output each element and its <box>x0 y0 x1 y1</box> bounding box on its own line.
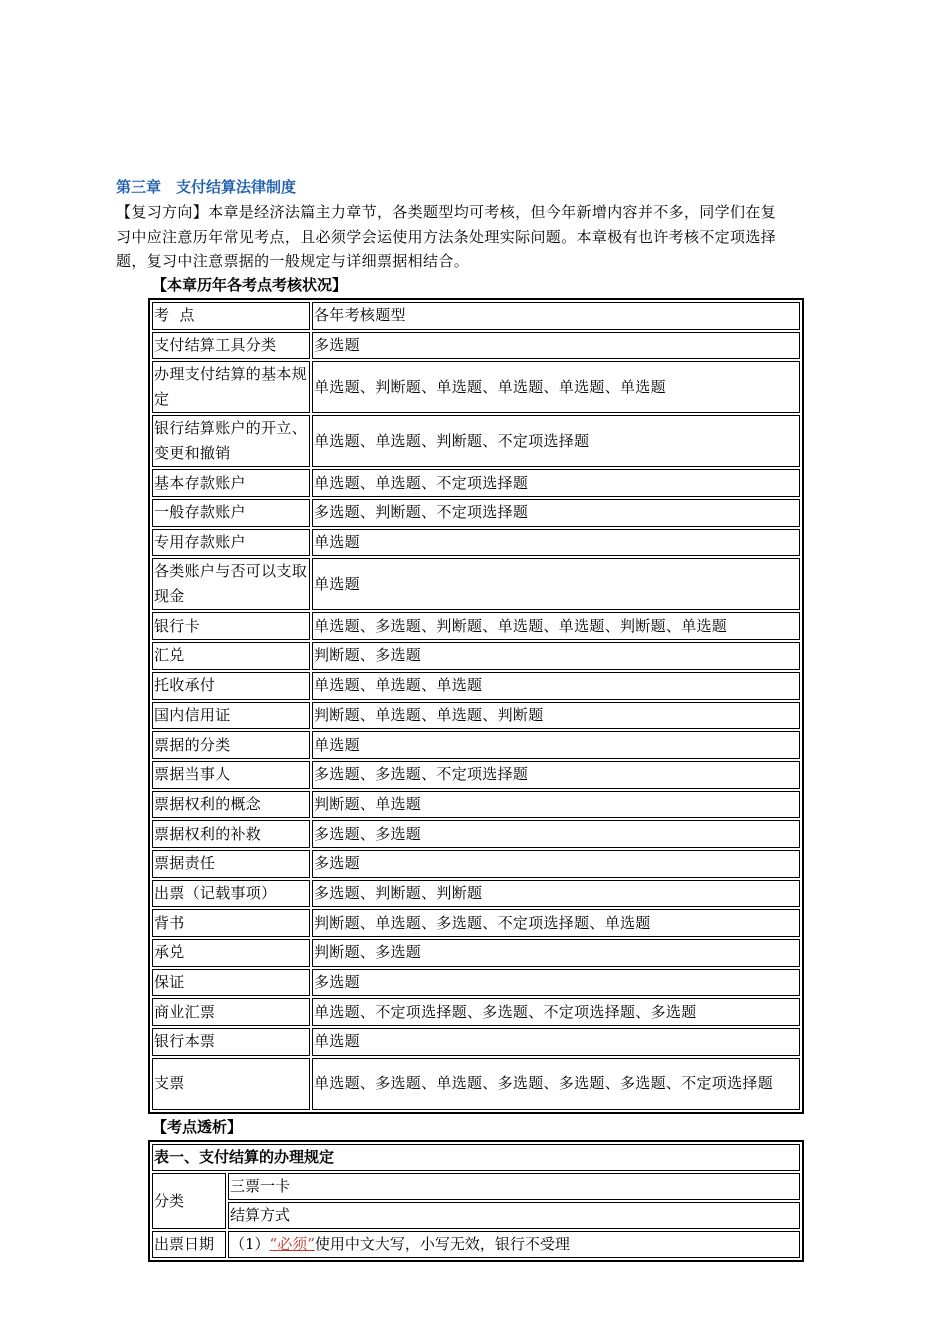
topic-cell: 票据权利的概念 <box>152 791 310 819</box>
topic-cell: 国内信用证 <box>152 702 310 730</box>
header-topic: 考 点 <box>152 302 310 330</box>
question-types-cell: 多选题、多选题 <box>312 820 800 848</box>
table-row <box>152 820 800 848</box>
table-row <box>152 761 800 789</box>
topic-cell: 票据当事人 <box>152 761 310 789</box>
topic-cell: 保证 <box>152 969 310 997</box>
question-types-cell: 多选题 <box>312 332 800 360</box>
review-direction-paragraph <box>116 200 838 274</box>
question-types-cell: 单选题、单选题、单选题 <box>312 672 800 700</box>
table-row <box>152 969 800 997</box>
intro-line: 【复习方向】本章是经济法篇主力章节，各类题型均可考核，但今年新增内容并不多，同学们在复 <box>116 203 777 221</box>
table-row <box>152 1173 800 1200</box>
topic-cell: 基本存款账户 <box>152 469 310 497</box>
topic-cell: 汇兑 <box>152 642 310 670</box>
settlement-rules-table <box>148 1140 804 1262</box>
question-types-cell: 单选题 <box>312 529 800 557</box>
table-row <box>152 529 800 557</box>
topic-cell: 票据的分类 <box>152 731 310 759</box>
topic-cell: 票据责任 <box>152 850 310 878</box>
header-question-types: 各年考核题型 <box>312 302 800 330</box>
table-row <box>152 1058 800 1110</box>
table-caption: 表一、支付结算的办理规定 <box>152 1144 800 1171</box>
topic-cell: 支票 <box>152 1058 310 1110</box>
table-row <box>152 332 800 360</box>
rule-text: 使用中文大写，小写无效，银行不受理 <box>314 1235 570 1253</box>
table-row <box>152 1231 800 1258</box>
intro-line: 习中应注意历年常见考点，且必须学会运使用方法条处理实际问题。本章极有也许考核不定项选择 <box>116 227 777 246</box>
table-row <box>152 939 800 967</box>
topic-cell: 托收承付 <box>152 672 310 700</box>
question-types-cell: 判断题、单选题、单选题、判断题 <box>312 702 800 730</box>
analysis-heading: 【考点透析】 <box>152 1118 243 1136</box>
table-row <box>152 850 800 878</box>
table-row <box>152 642 800 670</box>
question-types-cell: 单选题、不定项选择题、多选题、不定项选择题、多选题 <box>312 998 800 1026</box>
exam-history-table <box>148 298 804 1114</box>
table-row <box>152 909 800 937</box>
question-types-cell: 判断题、多选题 <box>312 642 800 670</box>
table-row <box>152 612 800 640</box>
topic-cell: 出票（记载事项） <box>152 880 310 908</box>
topic-cell: 背书 <box>152 909 310 937</box>
table-row <box>152 791 800 819</box>
issue-date-label: 出票日期 <box>152 1231 226 1258</box>
category-item: 三票一卡 <box>228 1173 800 1200</box>
table-row <box>152 499 800 527</box>
topic-cell: 办理支付结算的基本规定 <box>152 361 310 413</box>
question-types-cell: 单选题、多选题、判断题、单选题、单选题、判断题、单选题 <box>312 612 800 640</box>
question-types-cell: 多选题 <box>312 850 800 878</box>
category-label: 分类 <box>152 1173 226 1229</box>
question-types-cell: 单选题、多选题、单选题、多选题、多选题、多选题、不定项选择题 <box>312 1058 800 1110</box>
table-row <box>152 469 800 497</box>
question-types-cell: 单选题 <box>312 558 800 610</box>
question-types-cell: 判断题、多选题 <box>312 939 800 967</box>
category-item: 结算方式 <box>228 1202 800 1229</box>
table-row <box>152 998 800 1026</box>
question-types-cell: 多选题、判断题、判断题 <box>312 880 800 908</box>
topic-cell: 银行本票 <box>152 1028 310 1056</box>
topic-cell: 专用存款账户 <box>152 529 310 557</box>
intro-line: 题，复习中注意票据的一般规定与详细票据相结合。 <box>116 252 470 270</box>
question-types-cell: 单选题、单选题、不定项选择题 <box>312 469 800 497</box>
question-types-cell: 单选题 <box>312 731 800 759</box>
table-row <box>152 1202 800 1229</box>
table-row <box>152 731 800 759</box>
topic-cell: 承兑 <box>152 939 310 967</box>
table-caption-row <box>152 1144 800 1171</box>
topic-cell: 各类账户与否可以支取现金 <box>152 558 310 610</box>
table-row <box>152 702 800 730</box>
question-types-cell: 判断题、单选题 <box>312 791 800 819</box>
topic-cell: 商业汇票 <box>152 998 310 1026</box>
rule-number: （1） <box>230 1235 270 1253</box>
must-emphasis-link[interactable]: “必须” <box>269 1235 315 1253</box>
table-row <box>152 880 800 908</box>
topic-cell: 银行结算账户的开立、变更和撤销 <box>152 415 310 467</box>
table-row <box>152 672 800 700</box>
topic-cell: 票据权利的补救 <box>152 820 310 848</box>
topic-cell: 支付结算工具分类 <box>152 332 310 360</box>
question-types-cell: 多选题 <box>312 969 800 997</box>
table-row <box>152 558 800 610</box>
topic-cell: 银行卡 <box>152 612 310 640</box>
table-row <box>152 361 800 413</box>
question-types-cell: 多选题、多选题、不定项选择题 <box>312 761 800 789</box>
topic-cell: 一般存款账户 <box>152 499 310 527</box>
chapter-title: 第三章 支付结算法律制度 <box>116 178 297 196</box>
exam-history-heading: 【本章历年各考点考核状况】 <box>152 276 348 294</box>
question-types-cell: 单选题 <box>312 1028 800 1056</box>
question-types-cell: 判断题、单选题、多选题、不定项选择题、单选题 <box>312 909 800 937</box>
table-row <box>152 1028 800 1056</box>
table-row <box>152 415 800 467</box>
question-types-cell: 单选题、单选题、判断题、不定项选择题 <box>312 415 800 467</box>
question-types-cell: 单选题、判断题、单选题、单选题、单选题、单选题 <box>312 361 800 413</box>
question-types-cell: 多选题、判断题、不定项选择题 <box>312 499 800 527</box>
table-header-row <box>152 302 800 330</box>
issue-date-rule <box>228 1231 800 1258</box>
